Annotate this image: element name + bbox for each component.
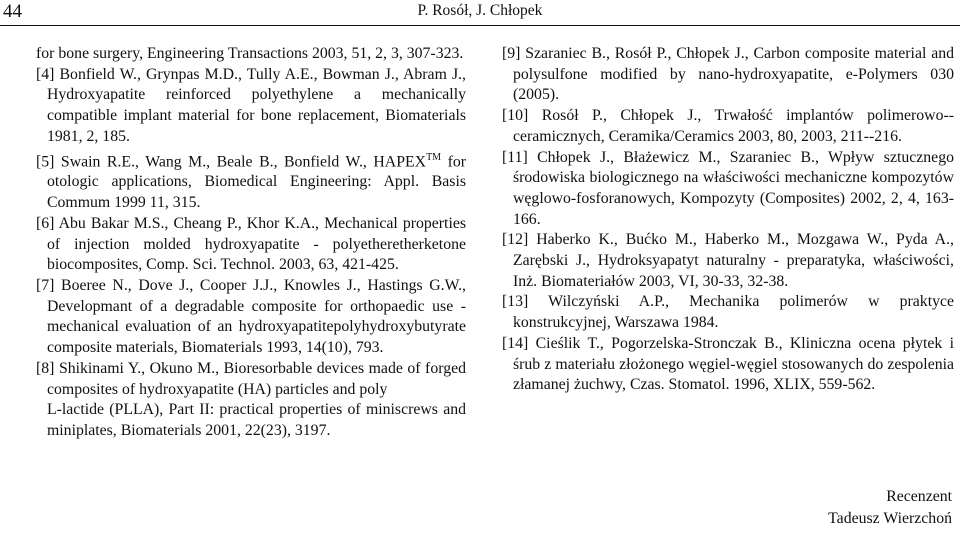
reviewer-name: Tadeusz Wierzchoń (828, 510, 952, 527)
reference-5-text-b: for otologic applications, Biomedical Engineering: Appl. Basis Commum 1999 11, 315. (47, 152, 466, 212)
reference-7: [7] Boeree N., Dove J., Cooper J.J., Knowles J., Hastings G.W., Developmant of a degradable composite for orthopaedic use - mechanical evaluation of an hydroxyapatitepolyhydroxybutyrate composite materials, Biomaterials 1993, 14(10), 793. (36, 277, 466, 357)
reference-6: [6] Abu Bakar M.S., Cheang P., Khor K.A., Mechanical properties of injection molded hydroxyapatite - polyetheretherketone biocomposites, Comp. Sci. Technol. 2003, 63, 421-425. (36, 214, 466, 274)
reference-continuation: for bone surgery, Engineering Transactions 2003, 51, 2, 3, 307-323. (36, 45, 464, 62)
reviewer-label: Recenzent (886, 488, 952, 505)
reference-8: [8] Shikinami Y., Okuno M., Bioresorbable devices made of forged composites of hydroxyapatite (HA) particles and poly (36, 359, 466, 398)
left-column (36, 44, 466, 442)
page-header (0, 0, 960, 26)
reference-5-text-a: [5] Swain R.E., Wang M., Beale B., Bonfield W., HAPEX (36, 152, 427, 170)
page-number: 44 (3, 1, 22, 22)
reference-5 (36, 148, 466, 214)
trademark-superscript: TM (426, 151, 442, 163)
reference-13: [13] Wilczyński A.P., Mechanika polimerów w praktyce konstrukcyjnej, Warszawa 1984. (502, 293, 954, 332)
header-rule (0, 25, 960, 26)
reference-8-continuation: L-lactide (PLLA), Part II: practical properties of miniscrews and miniplates, Biomaterials 2001, 22(23), 3197. (47, 401, 466, 439)
running-head: P. Rosół, J. Chłopek (417, 2, 543, 19)
reference-4: [4] Bonfield W., Grynpas M.D., Tully A.E., Bowman J., Abram J., Hydroxyapatite reinforced polyethylene a mechanically compatible implant material for bone replacement, Biomaterials 1981, 2, 185. (36, 65, 466, 145)
reference-12: [12] Haberko K., Bućko M., Haberko M., Mozgawa W., Pyda A., Zarębski J., Hydroksyapatyt naturalny - preparatyka, właściwości, Inż. Biomateriałów 2003, VI, 30-33, 32-38. (502, 231, 954, 290)
right-column (502, 44, 954, 396)
reference-14: [14] Cieślik T., Pogorzelska-Stronczak B., Kliniczna ocena płytek i śrub z materiału złożonego węgiel-węgiel stosowanych do zespolenia złamanej żuchwy, Czas. Stomatol. 1996, XLIX, 559-562. (502, 334, 954, 394)
reference-11: [11] Chłopek J., Błażewicz M., Szaraniec B., Wpływ sztucznego środowiska biologicznego na właściwości mechaniczne kompozytów węglowo-fosforanowych, Kompozyty (Composites) 2002, 2, 4, 163-166. (502, 148, 954, 228)
reference-10: [10] Rosół P., Chłopek J., Trwałość implantów polimerowo--ceramicznych, Ceramika/Ceramics 2003, 80, 2003, 211--216. (502, 107, 954, 145)
reference-9: [9] Szaraniec B., Rosół P., Chłopek J., Carbon composite material and polysulfone modified by nano-hydroxyapatite, e-Polymers 030 (2005). (502, 45, 954, 104)
